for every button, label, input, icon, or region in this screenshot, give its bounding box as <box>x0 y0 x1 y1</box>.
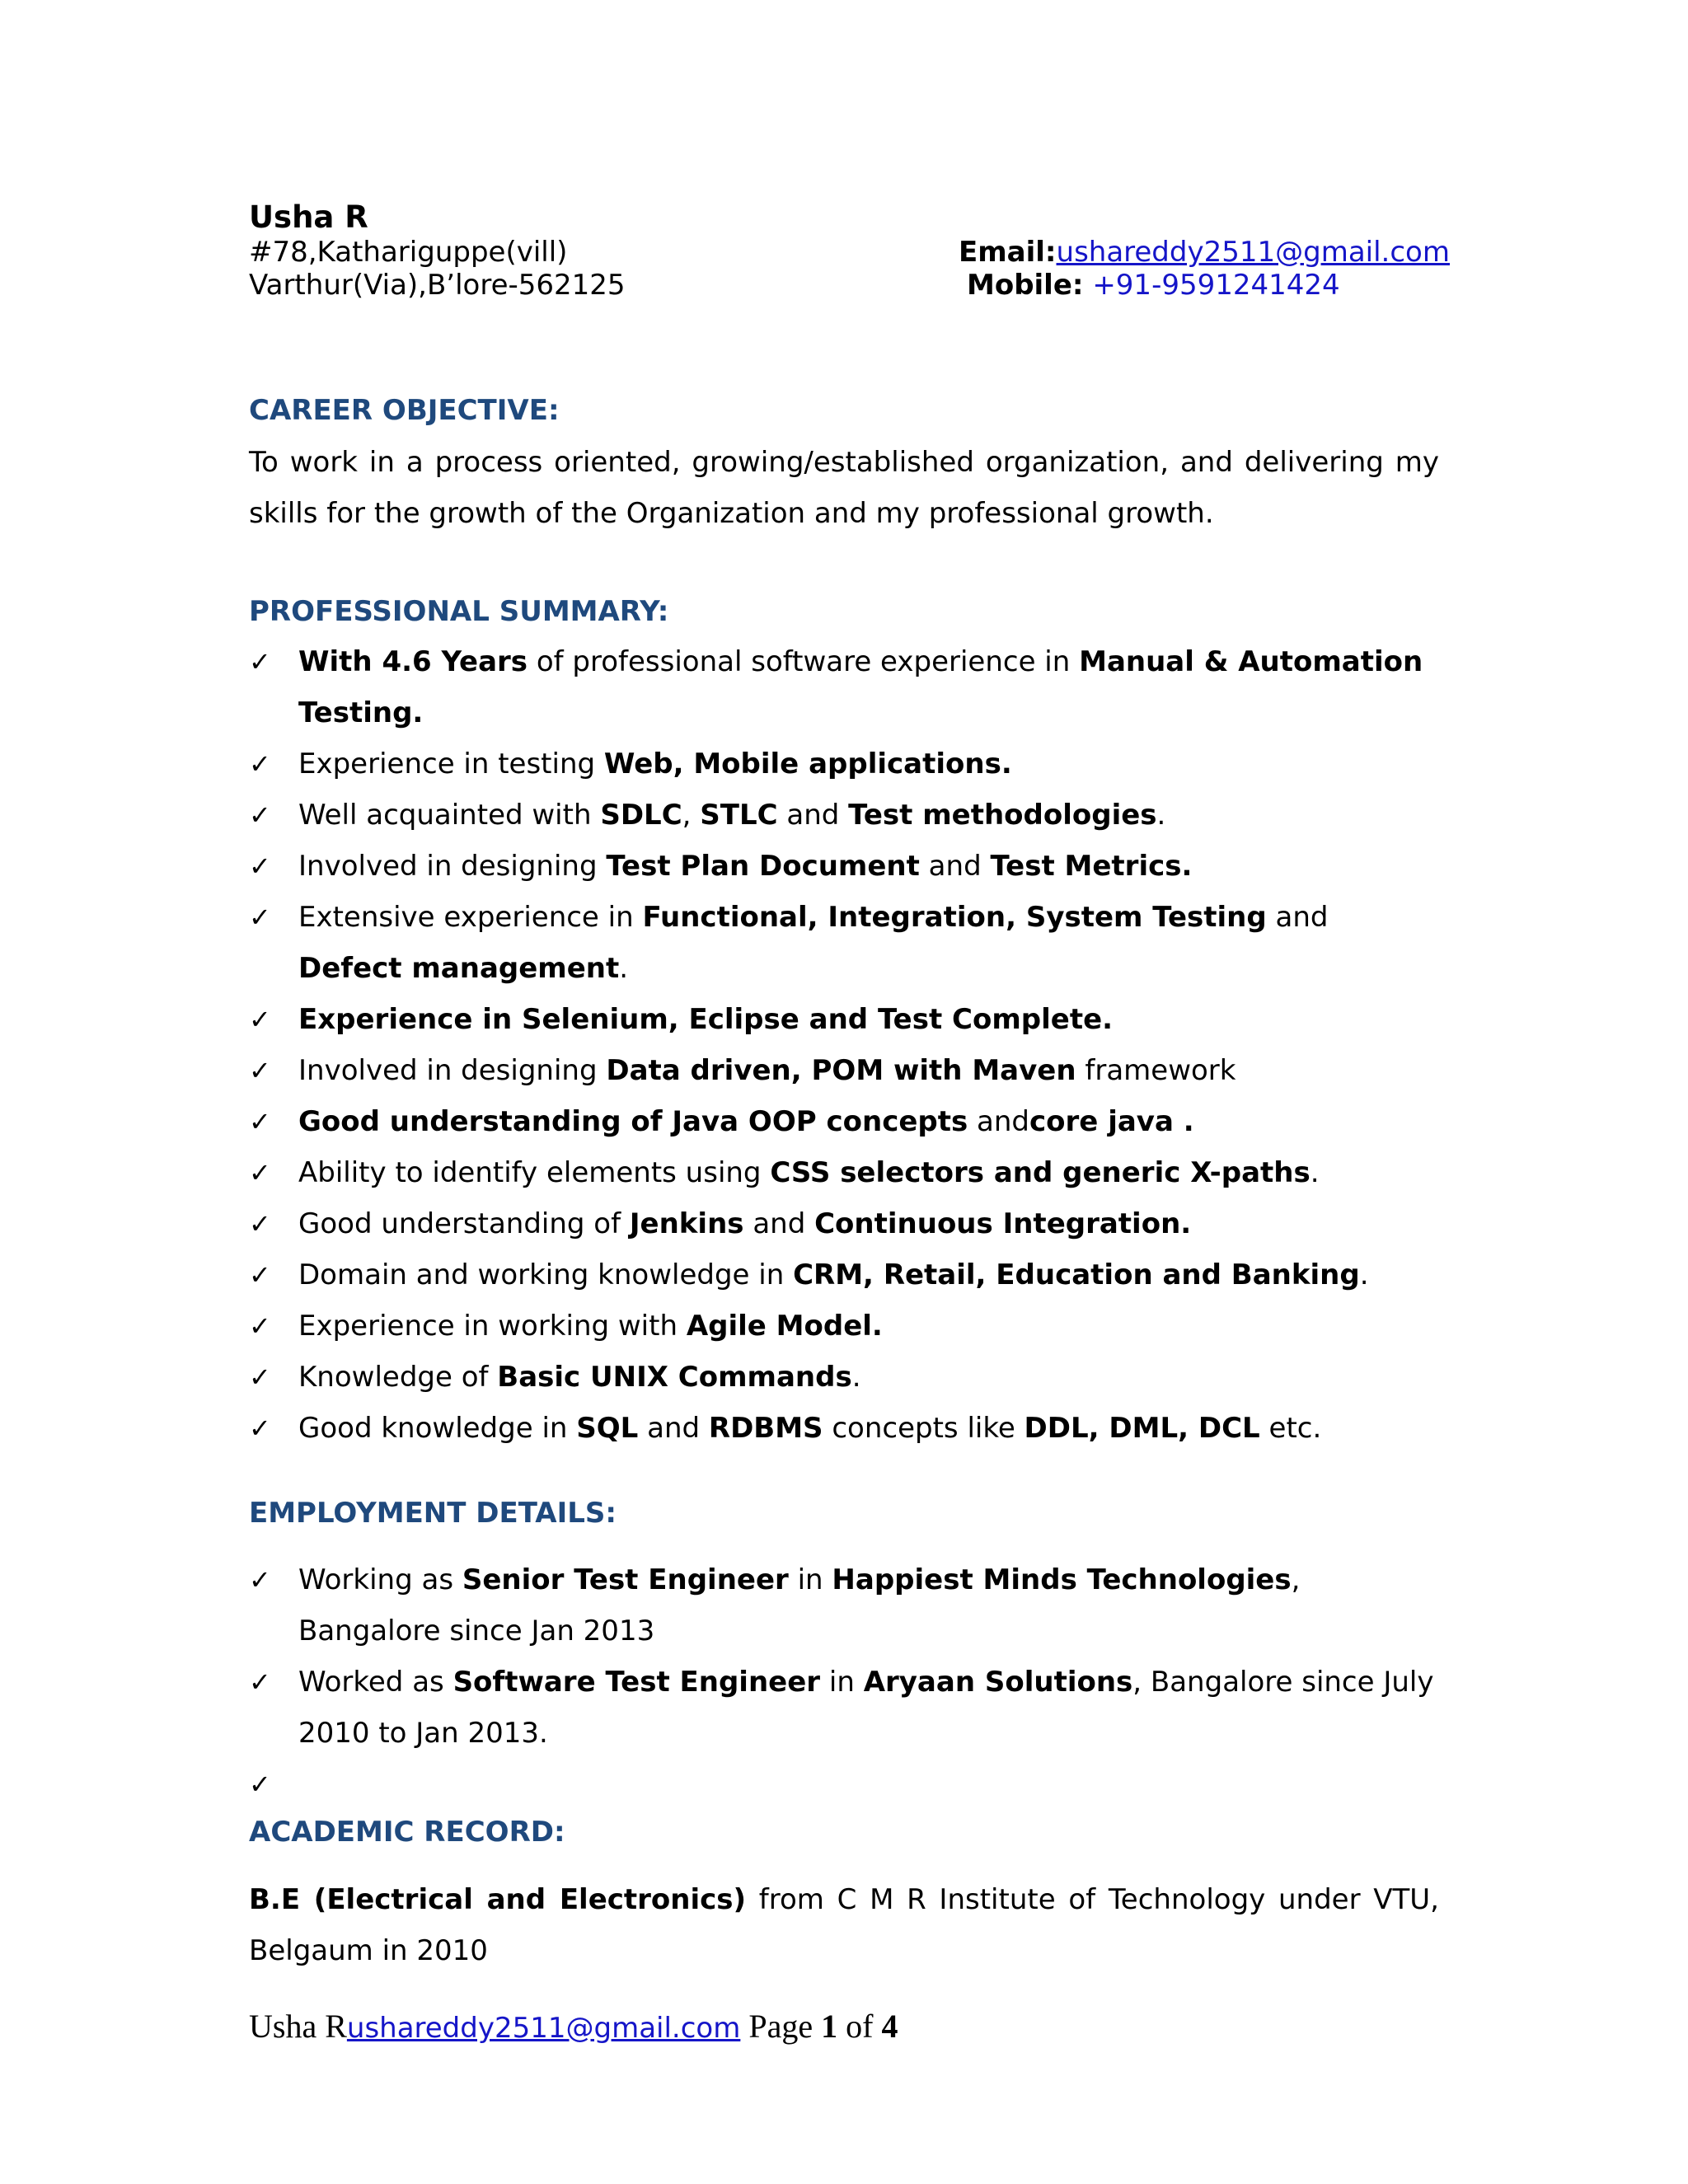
check-icon: ✓ <box>249 1259 271 1291</box>
employment-list <box>249 1554 1439 1810</box>
list-item: ✓ Worked as Software Test Engineer in Aryaan Solutions, Bangalore since July 2010 to Jan 2013. <box>249 1657 1439 1759</box>
list-item: ✓ Experience in testing Web, Mobile applications. <box>249 738 1439 790</box>
list-item: ✓ Knowledge of Basic UNIX Commands. <box>249 1352 1439 1403</box>
list-item: ✓ Good knowledge in SQL and RDBMS concepts like DDL, DML, DCL etc. <box>249 1403 1439 1454</box>
check-icon: ✓ <box>249 1004 271 1035</box>
footer-of-label: of <box>837 2008 882 2045</box>
check-icon: ✓ <box>249 646 271 677</box>
mobile-line <box>967 269 1340 302</box>
footer-email-link[interactable]: ushareddy2511@gmail.com <box>346 2012 741 2045</box>
list-item: ✓ Domain and working knowledge in CRM, Retail, Education and Banking. <box>249 1249 1439 1301</box>
check-icon: ✓ <box>249 748 271 780</box>
footer-page-label: Page <box>748 2008 822 2045</box>
check-icon: ✓ <box>249 1564 271 1596</box>
employment-details-heading: EMPLOYMENT DETAILS: <box>249 1497 617 1530</box>
mobile-label: Mobile: <box>967 269 1084 302</box>
academic-record-heading: ACADEMIC RECORD: <box>249 1816 565 1849</box>
list-item: ✓ Experience in Selenium, Eclipse and Test Complete. <box>249 994 1439 1045</box>
email-link[interactable]: ushareddy2511@gmail.com <box>1056 236 1450 269</box>
list-item: ✓ Extensive experience in Functional, Integration, System Testing and Defect management. <box>249 892 1439 994</box>
address-line-2: Varthur(Via),B’lore-562125 <box>249 269 626 302</box>
list-item: ✓ Good understanding of Java OOP concepts andcore java . <box>249 1096 1439 1147</box>
list-item: ✓ Involved in designing Data driven, POM with Maven framework <box>249 1045 1439 1096</box>
footer-page-total: 4 <box>881 2008 898 2045</box>
list-item-empty <box>249 1759 1439 1810</box>
check-icon: ✓ <box>249 799 271 831</box>
page-footer <box>249 2006 898 2049</box>
check-icon: ✓ <box>249 1157 271 1188</box>
candidate-name: Usha R <box>249 199 368 235</box>
check-icon: ✓ <box>249 902 271 933</box>
list-item: ✓ Ability to identify elements using CSS selectors and generic X-paths. <box>249 1147 1439 1198</box>
footer-name: Usha R <box>249 2008 347 2045</box>
check-icon: ✓ <box>249 1208 271 1240</box>
check-icon: ✓ <box>249 1769 271 1800</box>
list-item: ✓ Involved in designing Test Plan Document and Test Metrics. <box>249 841 1439 892</box>
check-icon: ✓ <box>249 1106 271 1137</box>
check-icon: ✓ <box>249 851 271 882</box>
mobile-number: +91-9591241424 <box>1092 269 1340 302</box>
list-item: ✓ With 4.6 Years of professional software experience in Manual & Automation Testing. <box>249 636 1439 738</box>
degree: B.E (Electrical and Electronics) <box>249 1883 747 1916</box>
email-label: Email: <box>959 236 1057 269</box>
list-item: ✓ Well acquainted with SDLC, STLC and Test methodologies. <box>249 790 1439 841</box>
address-line-1: #78,Kathariguppe(vill) <box>249 236 568 269</box>
check-icon: ✓ <box>249 1666 271 1698</box>
career-objective-heading: CAREER OBJECTIVE: <box>249 394 560 427</box>
check-icon: ✓ <box>249 1310 271 1342</box>
email-line <box>959 236 1450 269</box>
professional-summary-heading: PROFESSIONAL SUMMARY: <box>249 595 669 628</box>
check-icon: ✓ <box>249 1055 271 1086</box>
professional-summary-list <box>249 636 1439 1454</box>
check-icon: ✓ <box>249 1413 271 1444</box>
career-objective-text: To work in a process oriented, growing/established organization, and delivering my skills for the growth of the Organization and my professional growth. <box>249 446 1439 530</box>
check-icon: ✓ <box>249 1361 271 1393</box>
academic-record-text <box>249 1874 1439 1976</box>
list-item: ✓ Working as Senior Test Engineer in Happiest Minds Technologies, Bangalore since Jan 2013 <box>249 1554 1439 1657</box>
list-item: ✓ Experience in working with Agile Model. <box>249 1301 1439 1352</box>
list-item: ✓ Good understanding of Jenkins and Continuous Integration. <box>249 1198 1439 1249</box>
institution: from C M R Institute of Technology under VTU, Belgaum in 2010 <box>249 1883 1439 1967</box>
footer-page-number: 1 <box>821 2008 838 2045</box>
